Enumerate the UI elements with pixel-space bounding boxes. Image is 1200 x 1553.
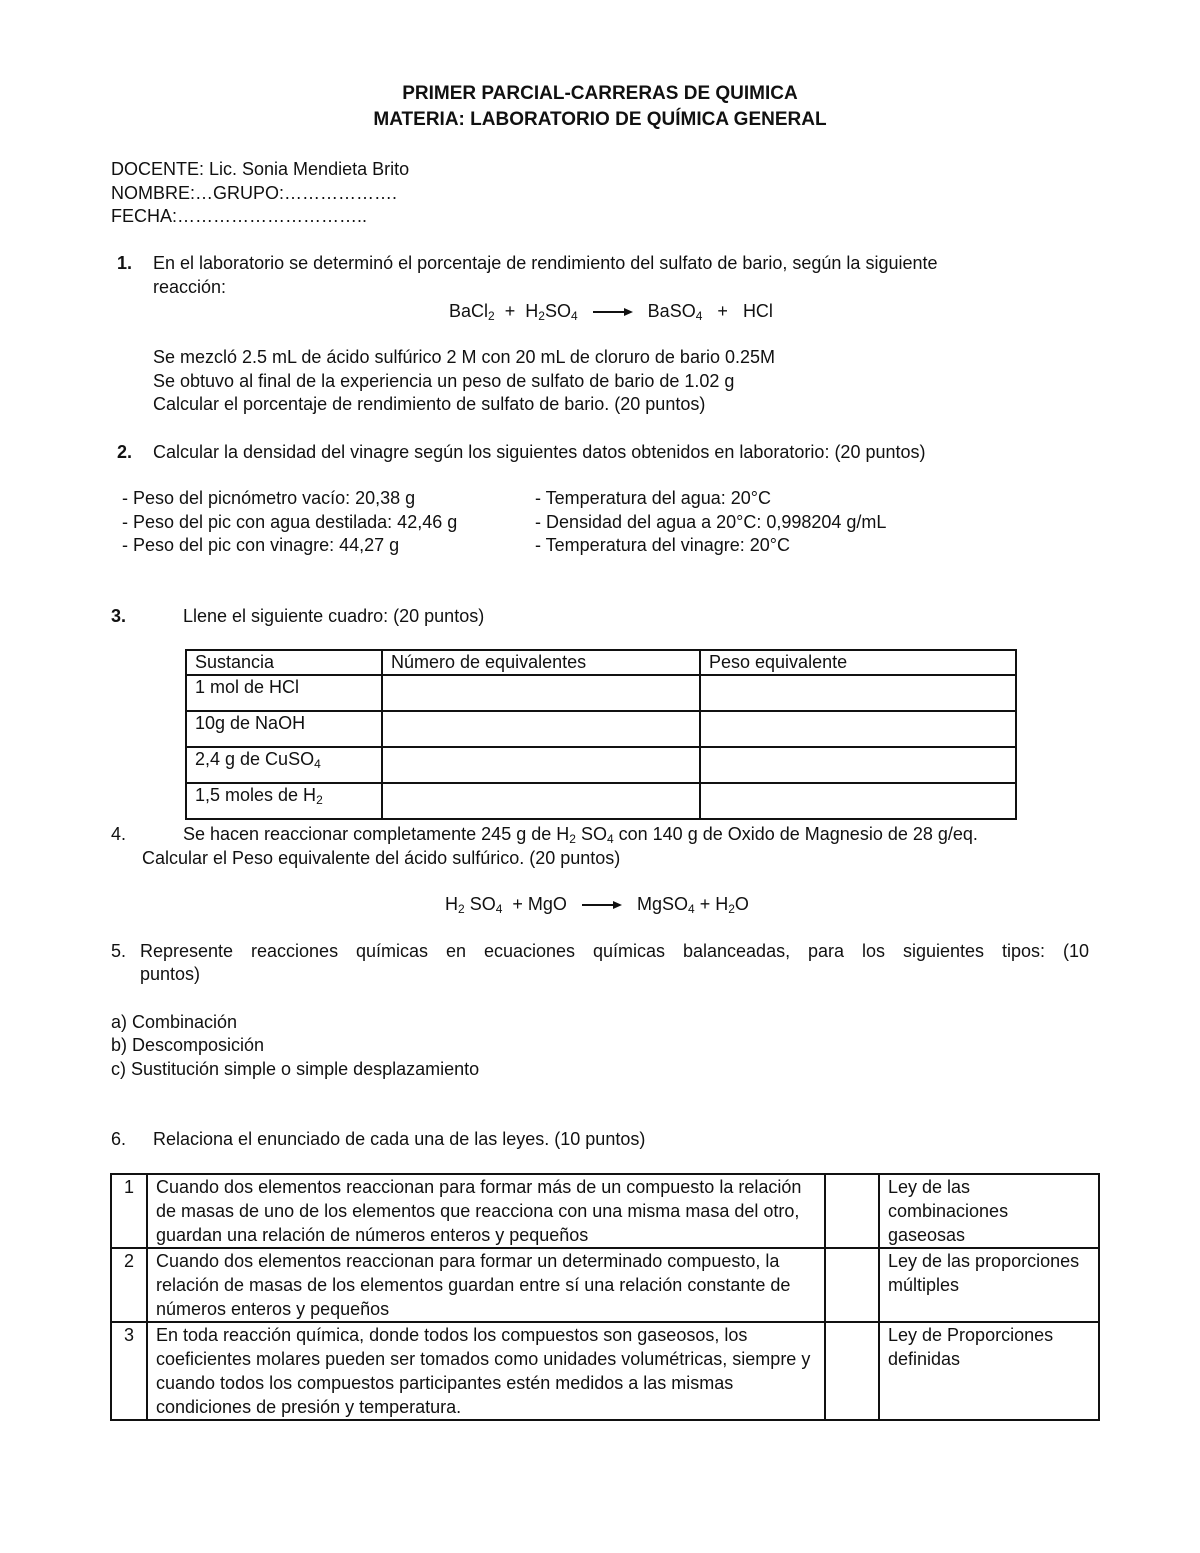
reaction-arrow-icon (582, 900, 622, 910)
page-title: PRIMER PARCIAL-CARRERAS DE QUIMICA (402, 83, 798, 104)
q2-data-right: - Temperatura del vinagre: 20°C (535, 535, 790, 555)
q2-data-left: - Peso del pic con vinagre: 44,27 g (122, 535, 400, 555)
table-cell-empty[interactable] (382, 747, 700, 783)
q6-text: Relaciona el enunciado de cada una de las leyes. (10 puntos) (153, 1129, 646, 1149)
table-cell-empty[interactable] (382, 783, 700, 819)
q1-number: 1. (117, 253, 133, 273)
q2-data-right: - Densidad del agua a 20°C: 0,998204 g/mL (535, 512, 887, 532)
laws-table (110, 1173, 1100, 1421)
q5-number: 5. (111, 941, 127, 961)
q5-item: a) Combinación (111, 1012, 238, 1032)
q5-item: b) Descomposición (111, 1035, 265, 1055)
law-statement: Cuando dos elementos reaccionan para formar un determinado compuesto, la relación de masas de los elementos guardan entre sí una relación constante de números enteros y pequeños (147, 1248, 825, 1322)
table-cell-substance: 1 mol de HCl (186, 675, 382, 711)
row-number: 3 (111, 1322, 147, 1420)
law-statement: Cuando dos elementos reaccionan para formar más de un compuesto la relación de masas de uno de los elementos que reacciona con una misma masa del otro, guardan una relación de números enteros y pequeños (147, 1174, 825, 1248)
table-cell-substance: 1,5 moles de $H_2$ (186, 783, 382, 819)
q1-text-line2: reacción: (153, 277, 227, 297)
q1-text-line1: En el laboratorio se determinó el porcentaje de rendimiento del sulfato de bario, según la siguiente (153, 253, 938, 273)
law-name: Ley de las proporciones múltiples (879, 1248, 1099, 1322)
answer-cell[interactable] (825, 1322, 879, 1420)
table-cell-empty[interactable] (700, 711, 1016, 747)
nombre-line: NOMBRE:…GRUPO:………………. (111, 183, 398, 203)
law-name: Ley de Proporciones definidas (879, 1322, 1099, 1420)
table-cell-empty[interactable] (700, 783, 1016, 819)
q3-text: Llene el siguiente cuadro: (20 puntos) (183, 606, 485, 626)
table-cell-empty[interactable] (700, 675, 1016, 711)
q2-data-left: - Peso del pic con agua destilada: 42,46 g (122, 512, 458, 532)
answer-cell[interactable] (825, 1174, 879, 1248)
q1-equation: BaCl$_2$ + $H_2SO_4$ BaSO$_4$ + HCl (449, 301, 773, 323)
q2-number: 2. (117, 442, 133, 462)
q4-number: 4. (111, 824, 127, 844)
q2-data-left: - Peso del picnómetro vacío: 20,38 g (122, 488, 416, 508)
answer-cell[interactable] (825, 1248, 879, 1322)
law-name: Ley de las combinaciones gaseosas (879, 1174, 1099, 1248)
fecha-line: FECHA:………………………….. (111, 206, 368, 226)
table-cell-substance: 10g de NaOH (186, 711, 382, 747)
q1-line: Se obtuvo al final de la experiencia un peso de sulfato de bario de 1.02 g (153, 371, 735, 391)
q1-line: Calcular el porcentaje de rendimiento de sulfato de bario. (20 puntos) (153, 394, 706, 414)
q2-text: Calcular la densidad del vinagre según los siguientes datos obtenidos en laboratorio: (20 puntos) (153, 442, 926, 462)
table-cell-empty[interactable] (382, 711, 700, 747)
q5-item: c) Sustitución simple o simple desplazamiento (111, 1059, 480, 1079)
q5-text-line1: Represente reacciones químicas en ecuaciones químicas balanceadas, para los siguientes tipos: (10 (140, 941, 1089, 961)
table-header: Sustancia (186, 650, 382, 675)
table-cell-empty[interactable] (382, 675, 700, 711)
table-cell-substance: 2,4 g de CuSO$_4$ (186, 747, 382, 783)
row-number: 1 (111, 1174, 147, 1248)
table-cell-empty[interactable] (700, 747, 1016, 783)
q4-text-line1: Se hacen reaccionar completamente 245 g de $H_2$ $SO_4$ con 140 g de Oxido de Magnesio de 28 g/eq. (183, 824, 978, 846)
row-number: 2 (111, 1248, 147, 1322)
q3-number: 3. (111, 606, 127, 626)
q2-data-right: - Temperatura del agua: 20°C (535, 488, 772, 508)
q4-text-line2: Calcular el Peso equivalente del ácido sulfúrico. (20 puntos) (142, 848, 621, 868)
docente-line: DOCENTE: Lic. Sonia Mendieta Brito (111, 159, 410, 179)
law-statement: En toda reacción química, donde todos los compuestos son gaseosos, los coeficientes molares pueden ser tomados como unidades volumétricas, siempre y cuando todos los compuestos participantes estén medidos a las mismas condiciones de presión y temperatura. (147, 1322, 825, 1420)
q6-number: 6. (111, 1129, 127, 1149)
q5-text-line2: puntos) (140, 964, 201, 984)
page-subtitle: MATERIA: LABORATORIO DE QUÍMICA GENERAL (373, 109, 827, 130)
equivalents-table (185, 649, 1017, 820)
table-header: Número de equivalentes (382, 650, 700, 675)
q4-equation: $H_2$ $SO_4$ + MgO MgSO$_4$ + $H_2O$ (445, 894, 749, 916)
reaction-arrow-icon (593, 307, 633, 317)
table-header: Peso equivalente (700, 650, 1016, 675)
q1-line: Se mezcló 2.5 mL de ácido sulfúrico 2 M con 20 mL de cloruro de bario 0.25M (153, 347, 775, 367)
